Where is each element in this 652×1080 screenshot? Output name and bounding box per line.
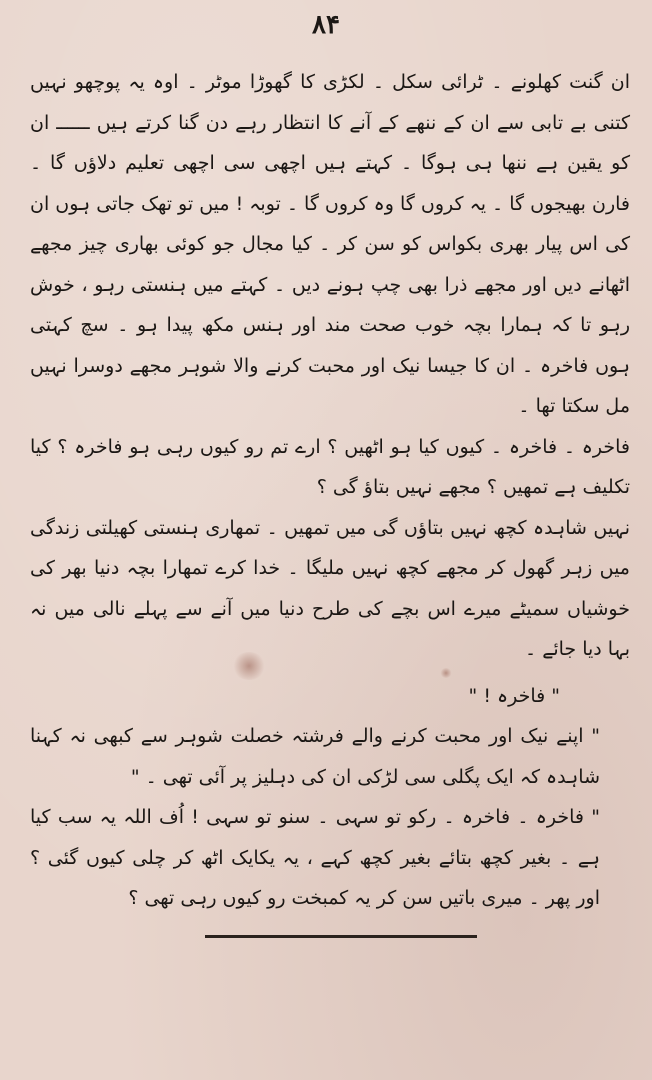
paragraph-fakhira-reply: نہیں شاہدہ کچھ نہیں بتاؤں گی میں تمھیں ۔ تمھاری ہنستی کھیلتی زندگی میں زہر گھول کر مجھے کچھ نہیں ملیگا ۔ خدا کرے تمھارا بچہ دنیا بھر کی خوشیاں سمیٹے میرے اس بچے کی طرح دنیا میں آنے سے پہلے نالی میں نہ بہا دیا جائے ۔ bbox=[30, 516, 630, 660]
chapter-end-rule bbox=[205, 935, 477, 938]
paragraph-fakhira-request: " اپنے نیک اور محبت کرنے والے فرشتہ خصلت شوہر سے کبھی نہ کہنا شاہدہ کہ ایک پگلی سی لڑکی ان کی دہلیز پر آئی تھی ۔ " bbox=[30, 725, 600, 788]
page-body-text bbox=[30, 62, 630, 919]
paragraph-shahida-question: فاخرہ ۔ فاخرہ ۔ کیوں کیا ہو اٹھیں ؟ ارے تم رو کیوں رہی ہو فاخرہ ؟ کیا تکلیف ہے تمھیں ؟ مجھے نہیں بتاؤ گی ؟ bbox=[30, 435, 630, 498]
paper-stain-small bbox=[440, 668, 452, 678]
paragraph-exclamation: " فاخرہ ! " bbox=[468, 684, 560, 707]
paper-stain bbox=[232, 652, 266, 680]
paragraph-shahida-closing: " فاخرہ ۔ فاخرہ ۔ رکو تو سہی ۔ سنو تو سہی ! اُف اللہ یہ سب کیا ہے ۔ بغیر کچھ بتائے بغیر کچھ کہے ، یہ یکایک اٹھ کر چلی کیوں گئی ؟ اور پھر ۔ میری باتیں سن کر یہ کمبخت رو کیوں رہی تھی ؟ bbox=[30, 806, 600, 909]
page-number: ۸۴ bbox=[312, 10, 340, 40]
paragraph-shahida-monologue: ان گنت کھلونے ۔ ٹرائی سکل ۔ لکڑی کا گھوڑا موٹر ۔ اوہ یہ پوچھو نہیں کتنی بے تابی سے ان کے ننھے کے آنے کا انتظار رہے دن گنا کرتے ہیں ــــــ ان کو یقین ہے ننھا ہی ہوگا ۔ کہتے ہیں اچھی سی اچھی تعلیم دلاؤں گا ۔ فارن بھیجوں گا ۔ یہ کروں گا وہ کروں گا ۔ توبہ ! میں تو تھک جاتی ہوں ان کی اس پیار بھری بکواس کو سن کر ۔ کیا مجال جو کوئی بھاری چیز مجھے اٹھانے دیں اور مجھے ذرا بھی چپ ہونے دیں ۔ کہتے میں ہنستی رہو ، خوش رہو تا کہ ہمارا بچہ خوب صحت مند اور ہنس مکھ پیدا ہو ۔ سچ کہتی ہوں فاخرہ ۔ ان کا جیسا نیک اور محبت کرنے والا شوہر مجھے دوسرا نہیں مل سکتا تھا ۔ bbox=[30, 71, 630, 417]
